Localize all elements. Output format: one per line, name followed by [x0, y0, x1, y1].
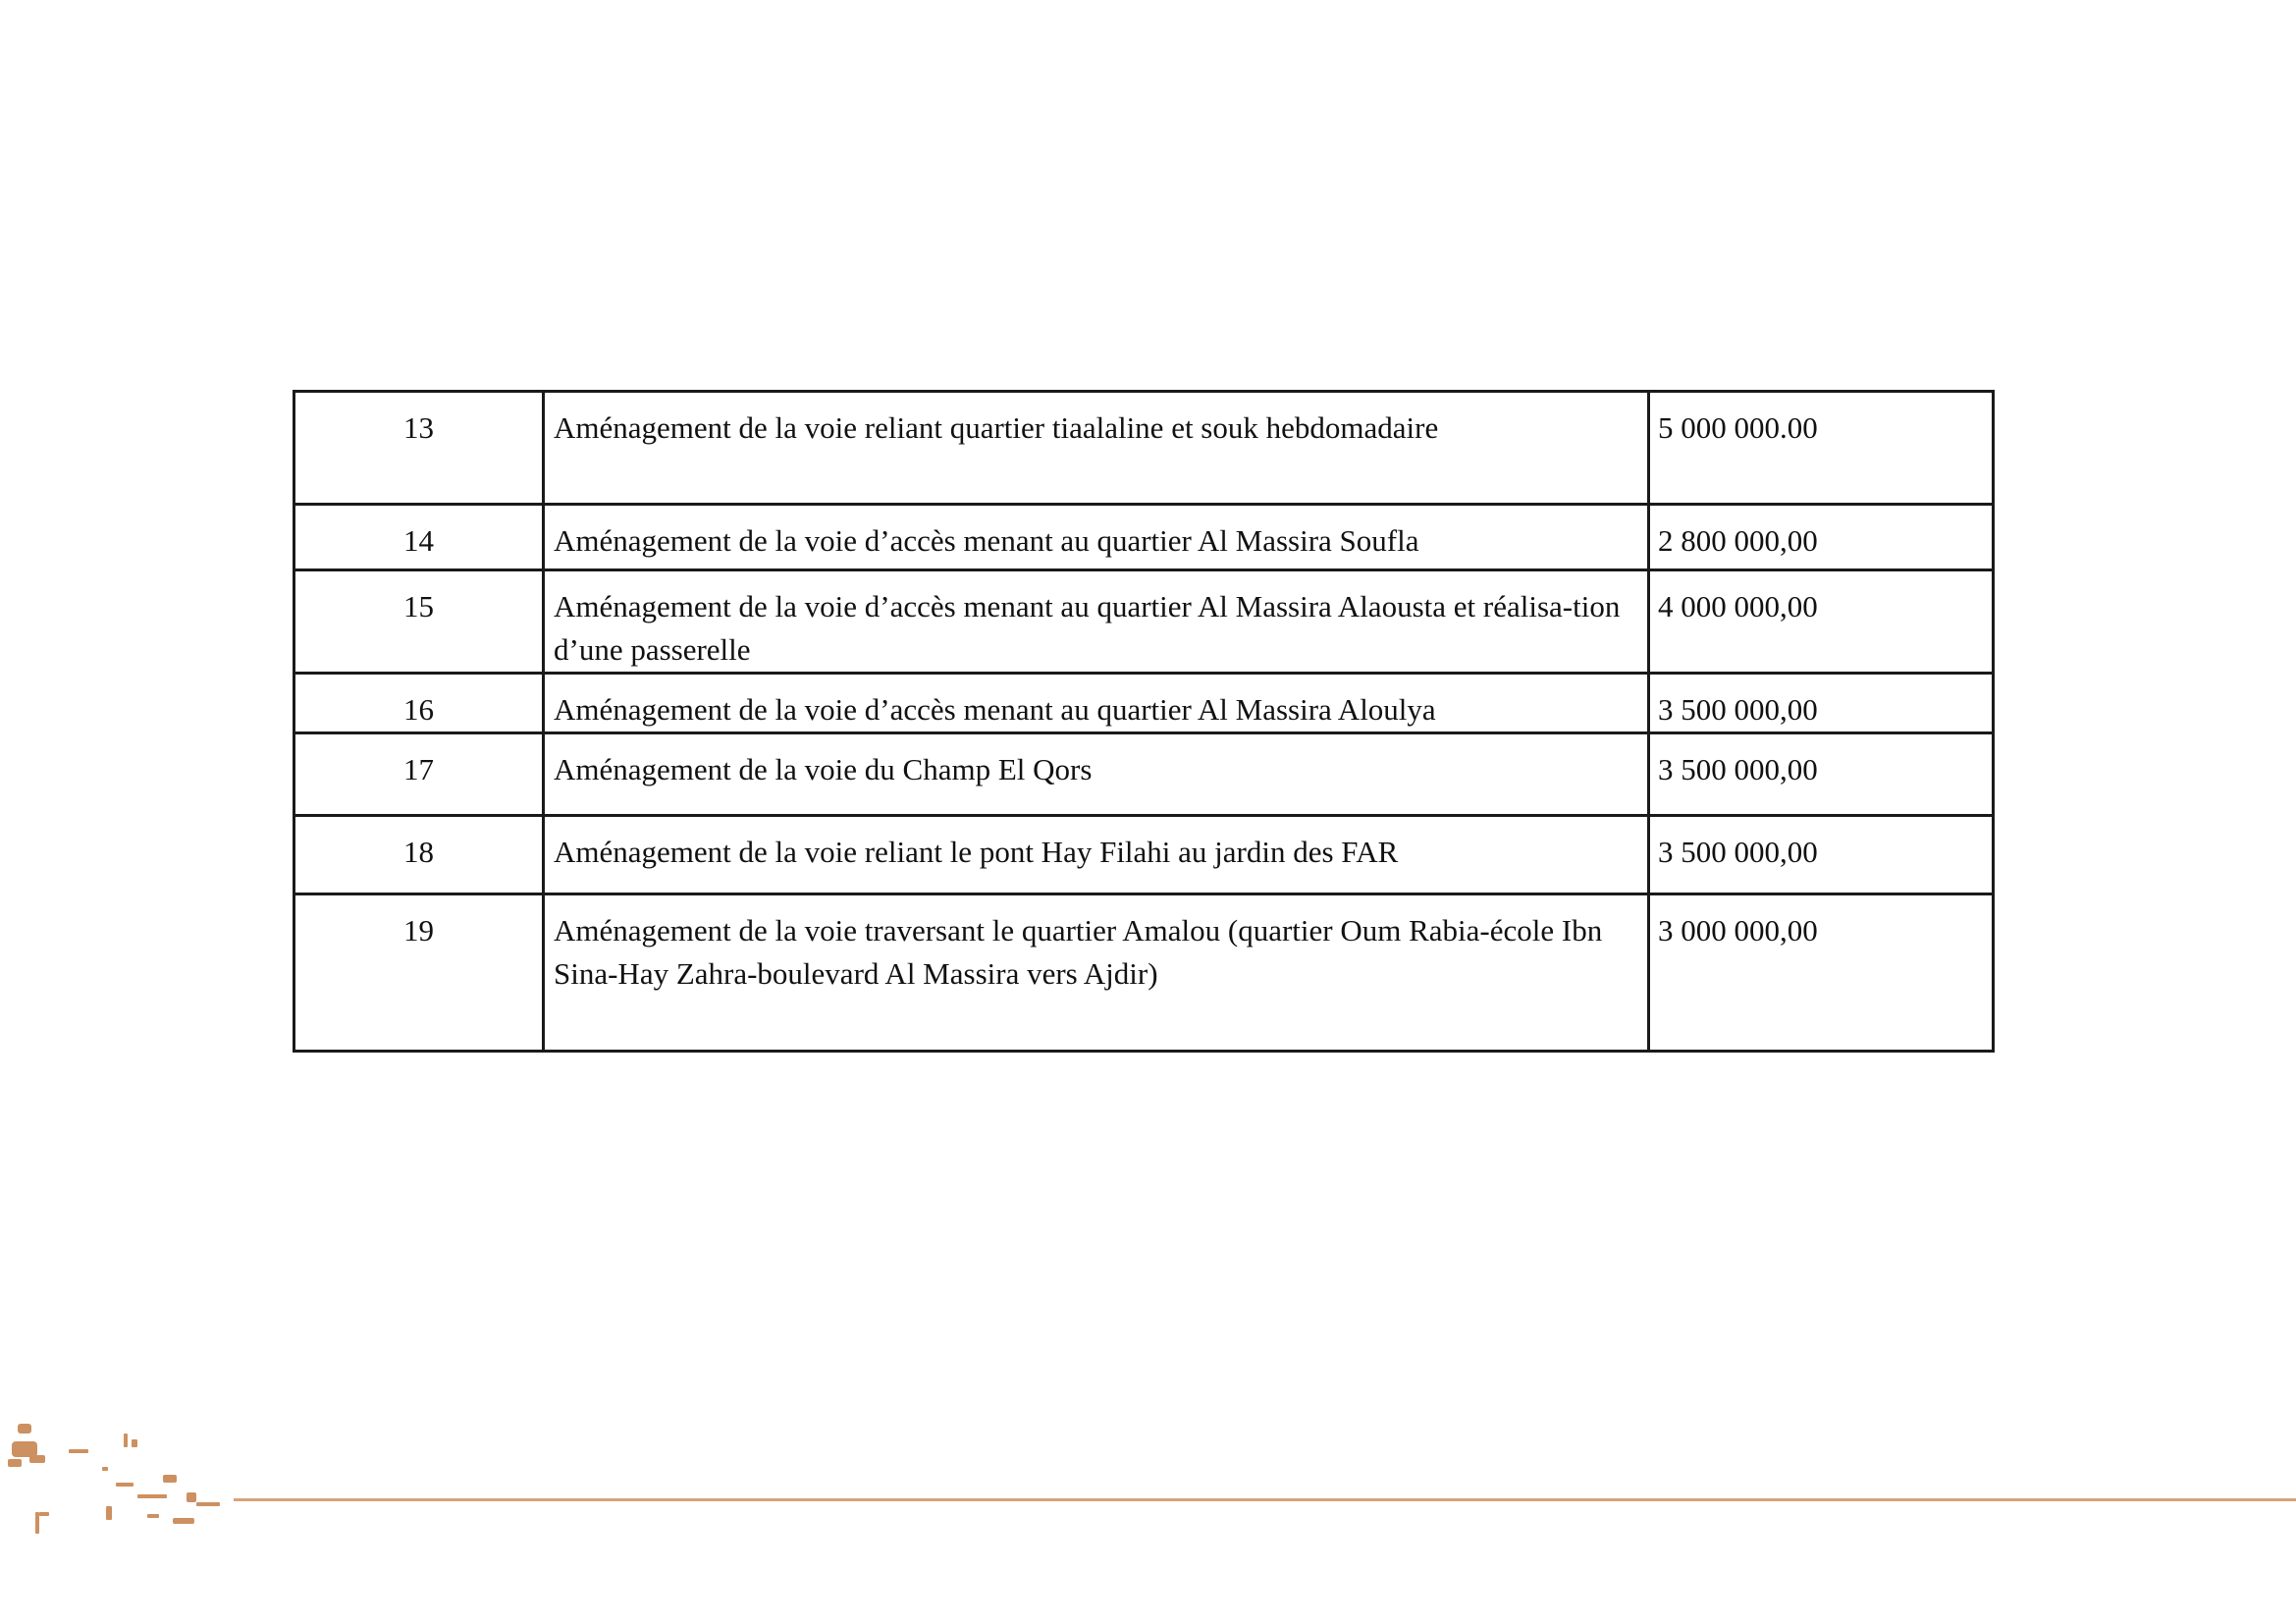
row-description: Aménagement de la voie d’accès menant au quartier Al Massira Alaousta et réalisa-tion d’une passerelle — [544, 570, 1649, 674]
row-description: Aménagement de la voie reliant le pont Hay Filahi au jardin des FAR — [544, 816, 1649, 894]
row-number: 15 — [294, 570, 544, 674]
row-number: 14 — [294, 505, 544, 570]
projects-table — [293, 390, 1995, 1053]
row-number: 13 — [294, 392, 544, 505]
row-description: Aménagement de la voie du Champ El Qors — [544, 733, 1649, 816]
table-row — [294, 733, 1994, 816]
footer-divider — [234, 1498, 2296, 1501]
row-number: 16 — [294, 674, 544, 733]
row-amount: 2 800 000,00 — [1649, 505, 1994, 570]
row-amount: 3 500 000,00 — [1649, 816, 1994, 894]
table-row — [294, 894, 1994, 1052]
row-description: Aménagement de la voie reliant quartier tiaalaline et souk hebdomadaire — [544, 392, 1649, 505]
row-amount: 3 500 000,00 — [1649, 733, 1994, 816]
row-number: 17 — [294, 733, 544, 816]
row-amount: 4 000 000,00 — [1649, 570, 1994, 674]
table-row — [294, 816, 1994, 894]
decorative-ornament-icon — [0, 1404, 245, 1551]
table-row — [294, 392, 1994, 505]
row-number: 19 — [294, 894, 544, 1052]
row-amount: 3 000 000,00 — [1649, 894, 1994, 1052]
table-row — [294, 505, 1994, 570]
row-amount: 3 500 000,00 — [1649, 674, 1994, 733]
table-row — [294, 674, 1994, 733]
row-amount: 5 000 000.00 — [1649, 392, 1994, 505]
row-description: Aménagement de la voie traversant le quartier Amalou (quartier Oum Rabia-école Ibn Sina-Hay Zahra-boulevard Al Massira vers Ajdir) — [544, 894, 1649, 1052]
row-number: 18 — [294, 816, 544, 894]
row-description: Aménagement de la voie d’accès menant au quartier Al Massira Soufla — [544, 505, 1649, 570]
table-row — [294, 570, 1994, 674]
row-description: Aménagement de la voie d’accès menant au quartier Al Massira Aloulya — [544, 674, 1649, 733]
